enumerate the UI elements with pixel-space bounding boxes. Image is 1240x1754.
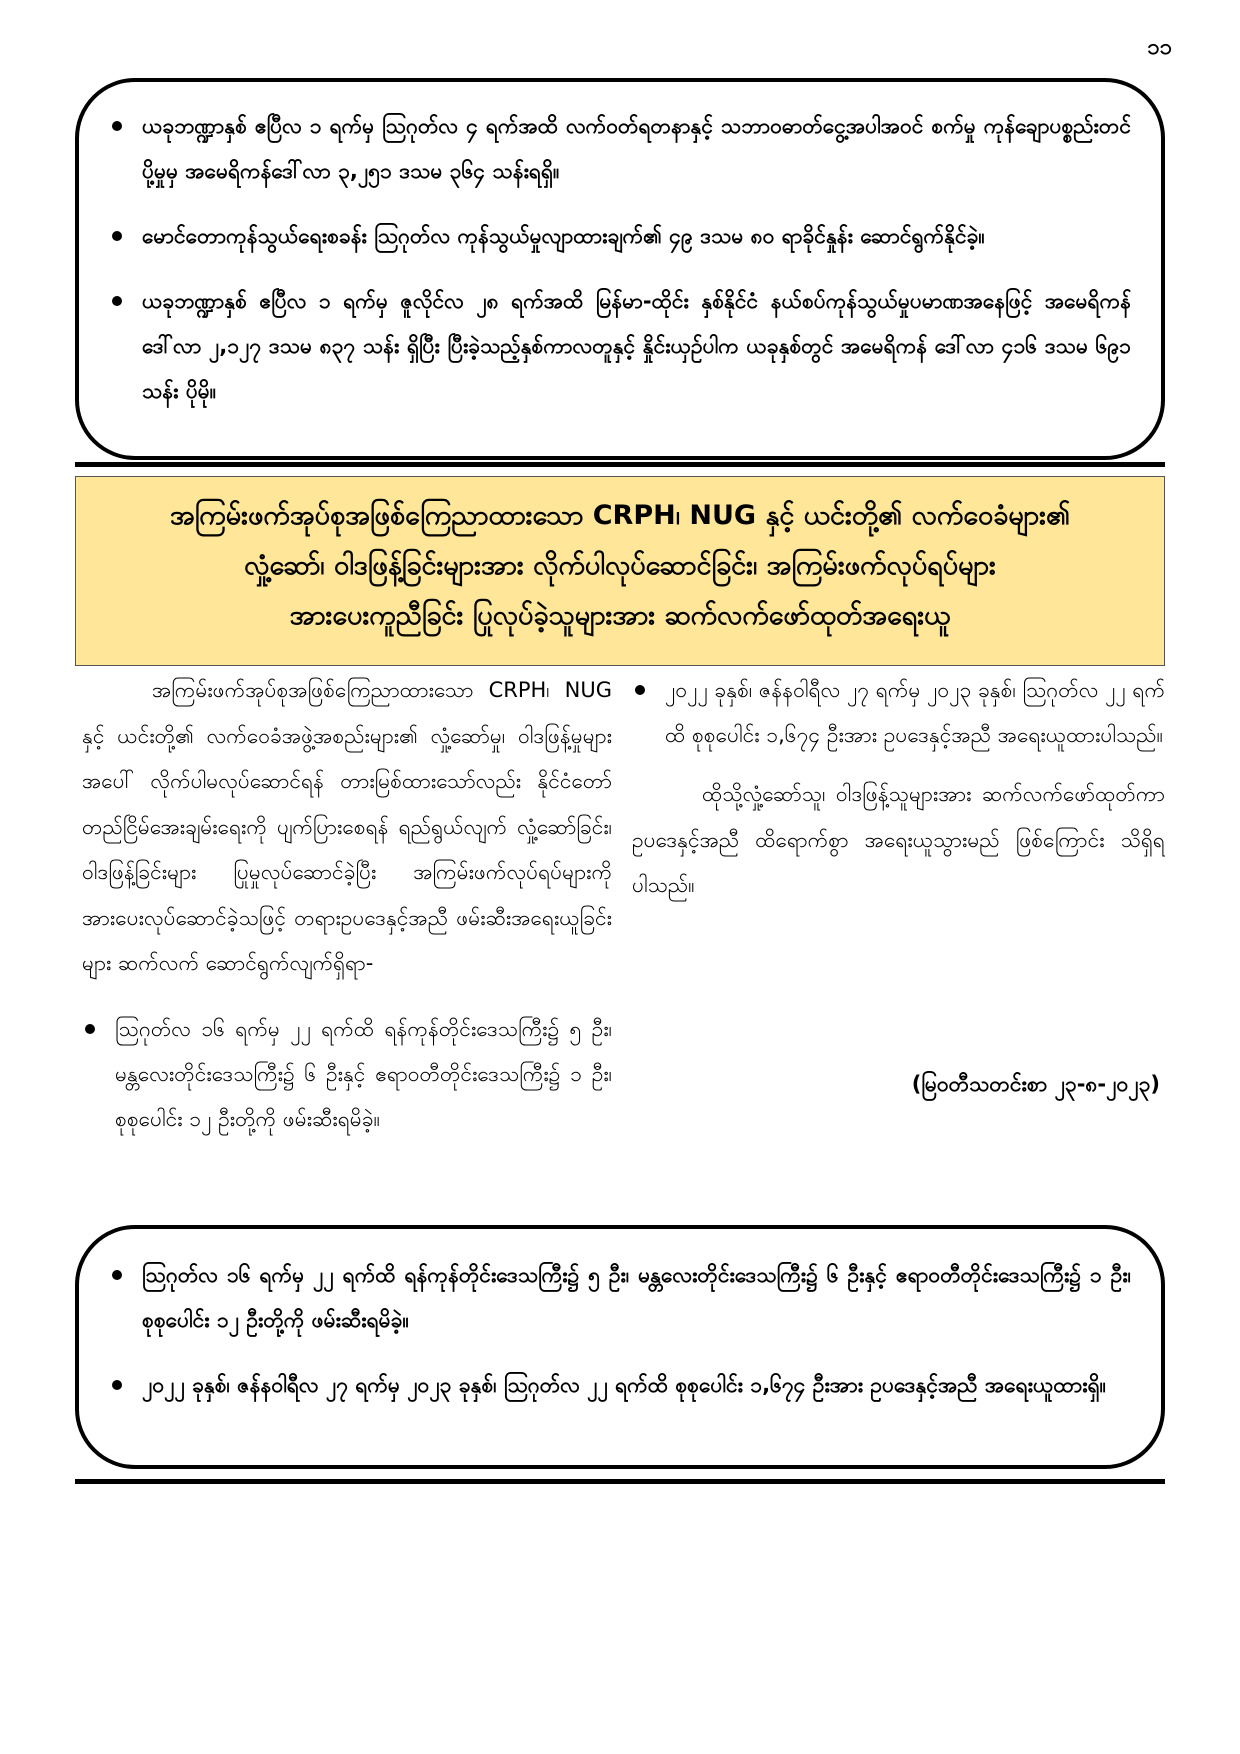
article-paragraph: အကြမ်းဖက်အုပ်စုအဖြစ်ကြေညာထားသော CRPH၊ NUG နှင့် ယင်းတို့၏ လက်ဝေခံအဖွဲ့အစည်းများ၏ လှုံ့ဆော်မှု၊ ဝါဒဖြန့်မှုများအပေါ် လိုက်ပါမလုပ်ဆောင်ရန် တားမြစ်ထားသော်လည်း နိုင်ငံတော်တည်ငြိမ်အေးချမ်းရေးကို ပျက်ပြားစေရန် ရည်ရွယ်လျက် လှုံ့ဆော်ခြင်း၊ ဝါဒဖြန့်ခြင်းများ ပြုမှုလုပ်ဆောင်ခဲ့ပြီး အကြမ်းဖက်လုပ်ရပ်များကို အားပေးလုပ်ဆောင်ခဲ့သဖြင့် တရားဥပဒေနှင့်အညီ ဖမ်းဆီးအရေးယူခြင်းများ ဆက်လက် ဆောင်ရွက်လျက်ရှိရာ-	[82, 678, 612, 975]
left-bullet-list	[82, 1007, 612, 1142]
list-item	[109, 1253, 1131, 1343]
bullet-text: ဩဂုတ်လ ၁၆ ရက်မှ ၂၂ ရက်ထိ ရန်ကုန်တိုင်းဒေသကြီး၌ ၅ ဦး၊ မန္တလေးတိုင်းဒေသကြီး၌ ၆ ဦးနှင့် ဧရာဝတီတိုင်းဒေသကြီး၌ ၁ ဦး၊ စုစုပေါင်း ၁၂ ဦးတို့ကို ဖမ်းဆီးရမိခဲ့။	[115, 1016, 612, 1131]
bottom-summary-box	[75, 1225, 1165, 1469]
right-bullet-list	[632, 668, 1165, 758]
top-summary-list	[109, 104, 1131, 414]
list-item	[632, 668, 1165, 758]
list-item	[109, 1363, 1131, 1408]
bullet-icon	[635, 685, 645, 695]
list-item	[109, 279, 1131, 414]
list-item	[109, 214, 1131, 259]
bullet-icon	[112, 1270, 122, 1280]
left-column	[82, 668, 612, 1168]
top-summary-box	[75, 78, 1165, 460]
right-column	[632, 668, 1165, 968]
headline-line: အားပေးကူညီခြင်း ပြုလုပ်ခဲ့သူများအား ဆက်လက်ဖော်ထုတ်အရေးယူ	[289, 600, 951, 631]
headline-line: အကြမ်းဖက်အုပ်စုအဖြစ်ကြေညာထားသော CRPH၊ NUG နှင့် ယင်းတို့၏ လက်ဝေခံများ၏	[169, 500, 1071, 531]
headline-box	[75, 476, 1165, 666]
summary-item-text: ယခုဘဏ္ဍာနှစ် ဧပြီလ ၁ ရက်မှ ဩဂုတ်လ ၄ ရက်အထိ လက်ဝတ်ရတနာနှင့် သဘာဝဓာတ်ငွေ့အပါအဝင် စက်မှု ကုန်ချောပစ္စည်းတင်ပို့မှုမှ အမေရိကန်ဒေါ်လာ ၃,၂၅၁ ဒသမ ၃၆၄ သန်းရရှိ။	[142, 114, 1131, 183]
section-divider	[75, 1479, 1165, 1484]
bullet-icon	[112, 1380, 122, 1390]
bullet-text: ၂၀၂၂ ခုနှစ်၊ ဇန်နဝါရီလ ၂၇ ရက်မှ ၂၀၂၃ ခုနှစ်၊ ဩဂုတ်လ ၂၂ ရက်ထိ စုစုပေါင်း ၁,၆၇၄ ဦးအား ဥပဒေနှင့်အညီ အရေးယူထားပါသည်။	[665, 678, 1165, 747]
page-number: ၁၁	[1147, 35, 1172, 60]
list-item	[109, 104, 1131, 194]
summary-item-text: ဩဂုတ်လ ၁၆ ရက်မှ ၂၂ ရက်ထိ ရန်ကုန်တိုင်းဒေသကြီး၌ ၅ ဦး၊ မန္တလေးတိုင်းဒေသကြီး၌ ၆ ဦးနှင့် ဧရာဝတီတိုင်းဒေသကြီး၌ ၁ ဦး၊ စုစုပေါင်း ၁၂ ဦးတို့ကို ဖမ်းဆီးရမိခဲ့။	[142, 1263, 1131, 1332]
list-item	[82, 1007, 612, 1142]
summary-item-text: ၂၀၂၂ ခုနှစ်၊ ဇန်နဝါရီလ ၂၇ ရက်မှ ၂၀၂၃ ခုနှစ်၊ ဩဂုတ်လ ၂၂ ရက်ထိ စုစုပေါင်း ၁,၆၇၄ ဦးအား ဥပဒေနှင့်အညီ အရေးယူထားရှိ။	[142, 1373, 1107, 1397]
bullet-icon	[112, 296, 122, 306]
bottom-summary-list	[109, 1253, 1131, 1408]
bullet-icon	[85, 1024, 95, 1034]
summary-item-text: ယခုဘဏ္ဍာနှစ် ဧပြီလ ၁ ရက်မှ ဇူလိုင်လ ၂၈ ရက်အထိ မြန်မာ-ထိုင်း နှစ်နိုင်ငံ နယ်စပ်ကုန်သွယ်မှုပမာဏအနေဖြင့် အမေရိကန်ဒေါ်လာ ၂,၁၂၇ ဒသမ ၈၃၇ သန်း ရှိပြီး ပြီးခဲ့သည့်နှစ်ကာလတူနှင့် နှိုင်းယှဉ်ပါက ယခုနှစ်တွင် အမေရိကန် ဒေါ်လာ ၄၁၆ ဒသမ ၆၉၁ သန်း ပိုမို။	[142, 289, 1131, 403]
section-divider	[75, 462, 1165, 467]
bullet-icon	[112, 231, 122, 241]
bullet-icon	[112, 121, 122, 131]
source-credit: (မြဝတီသတင်းစာ ၂၃-၈-၂၀၂၃)	[911, 1072, 1160, 1096]
headline-line: လှုံ့ဆော်၊ ဝါဒဖြန့်ခြင်းများအား လိုက်ပါလုပ်ဆောင်ခြင်း၊ အကြမ်းဖက်လုပ်ရပ်များ	[244, 550, 996, 581]
article-paragraph: ထိုသို့လှုံ့ဆော်သူ၊ ဝါဒဖြန့်သူများအား ဆက်လက်ဖော်ထုတ်ကာ ဥပဒေနှင့်အညီ ထိရောက်စွာ အရေးယူသွားမည် ဖြစ်ကြောင်း သိရှိရပါသည်။	[632, 782, 1165, 897]
summary-item-text: မောင်တောကုန်သွယ်ရေးစခန်း ဩဂုတ်လ ကုန်သွယ်မှုလျာထားချက်၏ ၄၉ ဒသမ ၈၀ ရာခိုင်နှုန်း ဆောင်ရွက်နိုင်ခဲ့။	[142, 224, 985, 248]
